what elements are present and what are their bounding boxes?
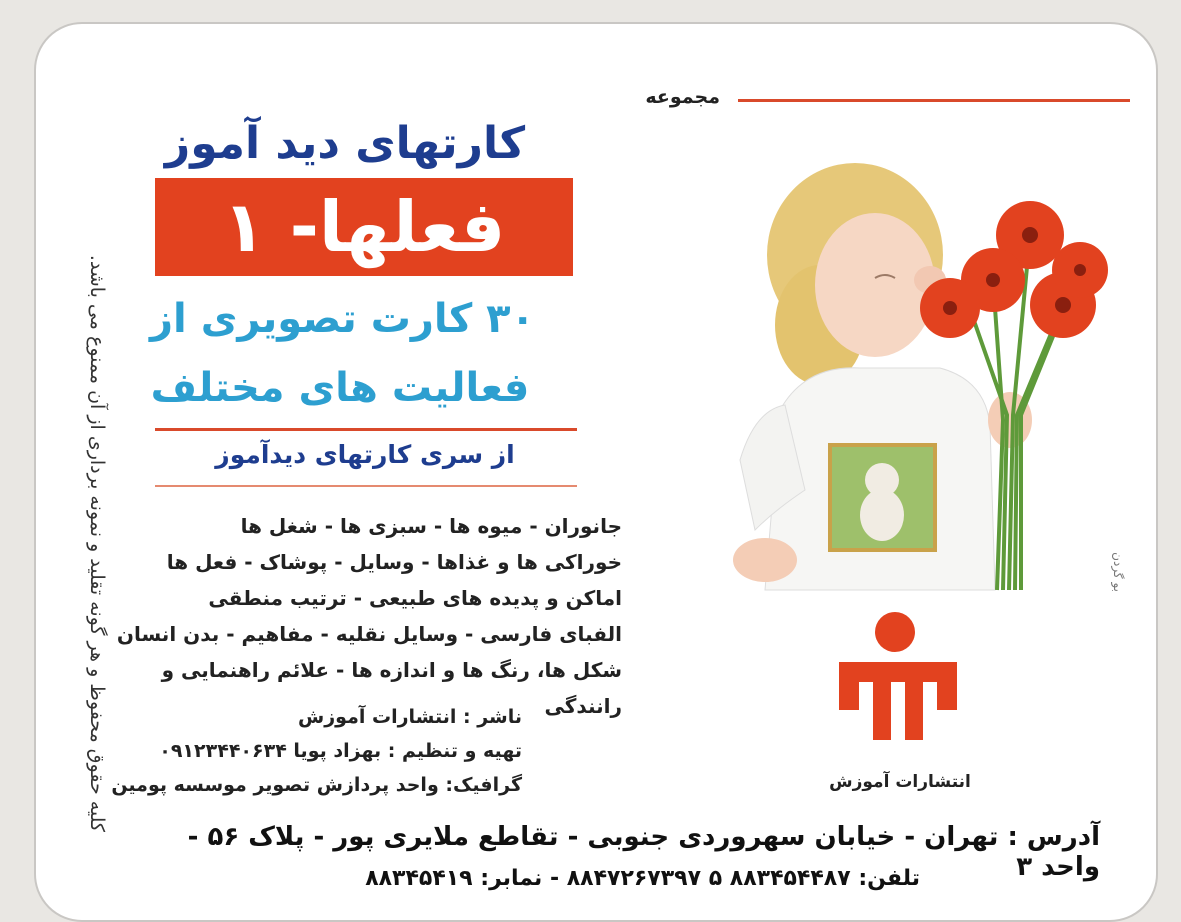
publisher-logo-icon [835, 612, 961, 740]
header-divider [738, 99, 1130, 102]
list-item: اماکن و پدیده های طبیعی - ترتیب منطقی [208, 586, 622, 610]
list-item: جانوران - میوه ها - سبزی ها - شغل ها [240, 514, 622, 538]
publisher-logo-label: انتشارات آموزش [829, 772, 971, 792]
list-item: شکل ها، رنگ ها و اندازه ها - علائم راهنمایی و رانندگی [161, 658, 622, 718]
publisher-credit: ناشر : انتشارات آموزش [298, 706, 522, 728]
child-with-flowers-image [725, 160, 1115, 600]
main-title: فعلها- ۱ [222, 186, 506, 268]
subtitle-line-2: فعالیت های مختلف [150, 365, 530, 411]
subtitle-divider [155, 428, 577, 431]
series-subtitle: از سری کارتهای دیدآموز [215, 440, 515, 469]
subtitle-line-1: ۳۰ کارت تصویری از [150, 296, 535, 342]
product-title: کارتهای دید آموز [164, 118, 526, 169]
section-divider [155, 485, 577, 487]
credits [110, 700, 522, 802]
address: آدرس : تهران - خیابان سهروردی جنوبی - تقاطع ملایری پور - پلاک ۵۶ - واحد ۳ [187, 822, 1100, 882]
turn-over-label: بو گردن [1111, 552, 1125, 592]
list-item: خوراکی ها و غذاها - وسایل - پوشاک - فعل ها [166, 550, 622, 574]
series-label: مجموعه [645, 86, 720, 108]
graphics-credit: گرافیک: واحد پردازش تصویر موسسه پومین [111, 774, 522, 796]
copyright-notice: کلیه حقوق محفوظ و هر گونه تقلید و نمونه برداری از آن ممنوع می باشد. [86, 254, 108, 832]
author-credit: تهیه و تنظیم : بهزاد پویا ۰۹۱۲۳۴۴۰۶۳۴ [159, 740, 522, 762]
phone: تلفن: ۸۸۳۴۵۴۴۸۷ ۵ ۸۸۴۷۲۶۷۳۹۷ - نمابر: ۸۸۳۴۵۴۱۹ [365, 866, 920, 891]
list-item: الفبای فارسی - وسایل نقلیه - مفاهیم - بدن انسان [116, 622, 622, 646]
